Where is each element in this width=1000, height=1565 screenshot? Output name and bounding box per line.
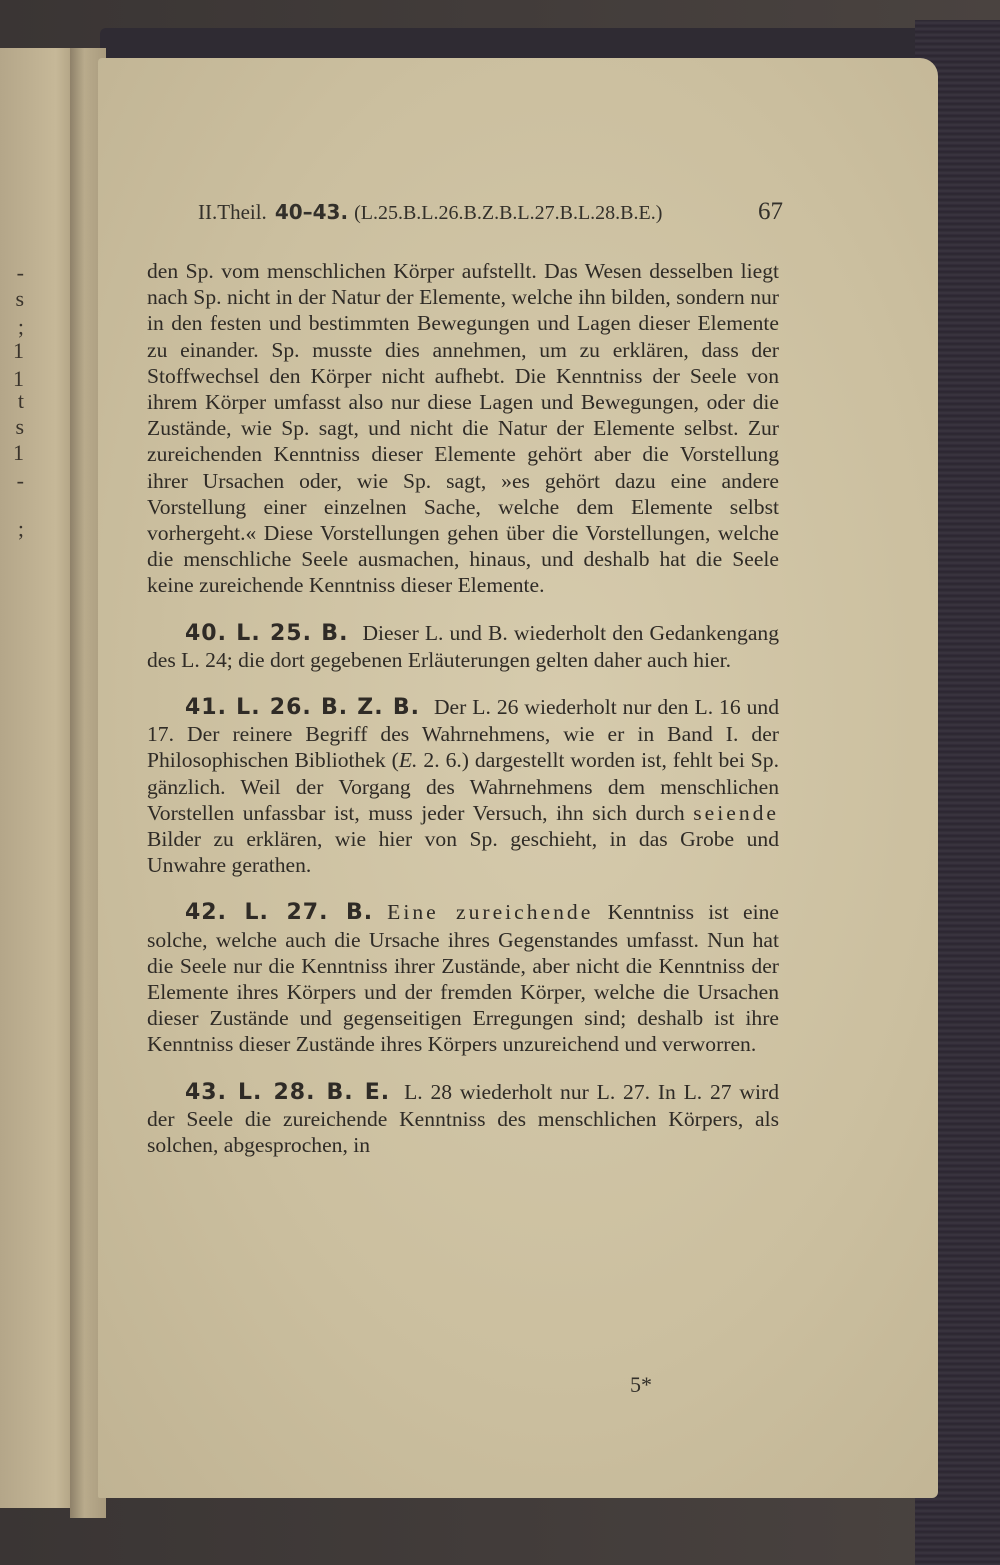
section-heading: 41. L. 26. B. Z. B. bbox=[185, 695, 420, 721]
section-heading: 42. L. 27. B. bbox=[185, 900, 374, 926]
section-text-spaced: Eine zureichende bbox=[387, 900, 594, 925]
section-42 bbox=[147, 899, 779, 1057]
section-text: 2. 6.) dargestellt worden ist, fehlt bei Sp. gänzlich. Weil der Vorgang des Wahrnehmens dem menschlichen Vorstellen unfassbar ist, muss jeder Versuch, ihn sich durch bbox=[147, 748, 779, 825]
header-part: II.Theil. bbox=[198, 200, 267, 224]
section-text: Kenntniss ist eine solche, welche auch die Ursache ihres Gegenstandes umfasst. Nun hat die Seele nur die Kenntniss ihrer Zustände, aber nicht die Kenntniss der Elemente ihres Körpers und der fremden Körper, welche die Ursachen dieser Zustände und gegenseitigen Erregungen sind; deshalb ist ihre Kenntniss dieser Zustände ihres Körpers unzureichend und verworren. bbox=[147, 900, 779, 1057]
section-heading: 40. L. 25. B. bbox=[185, 620, 349, 646]
facing-page-fragment: 1 bbox=[13, 366, 24, 391]
facing-page-fragment: - bbox=[16, 260, 24, 285]
facing-page-fragment: ; bbox=[17, 516, 24, 541]
section-text-italic: E. bbox=[398, 748, 418, 773]
facing-page-fragment: s bbox=[15, 286, 24, 311]
header-section-range: 40–43. bbox=[274, 200, 349, 224]
facing-page-fragment: 1 bbox=[13, 440, 24, 465]
facing-page-fragment: ; bbox=[17, 314, 24, 339]
facing-page-fragment: 1 bbox=[13, 338, 24, 363]
header-codes: (L.25.B.L.26.B.Z.B.L.27.B.L.28.B.E.) bbox=[354, 202, 663, 224]
section-text: Dieser L. und B. wiederholt den Gedankengang des L. 24; die dort gegebenen Erläuterungen gelten daher auch hier. bbox=[147, 620, 779, 672]
facing-page-fragment: t bbox=[17, 388, 24, 413]
section-41 bbox=[147, 694, 779, 878]
section-43 bbox=[147, 1079, 779, 1159]
facing-page-fragment: - bbox=[16, 468, 24, 493]
section-text: Der L. 26 wiederholt nur den L. 16 und 17. Der reinere Begriff des Wahrnehmens, wie er in Band I. der Philosophischen Bibliothek ( bbox=[147, 695, 779, 773]
section-text-spaced: seiende bbox=[693, 800, 779, 825]
page-number: 67 bbox=[758, 198, 783, 225]
section-text: L. 28 wiederholt nur L. 27. In L. 27 wird der Seele die zureichende Kenntniss des menschlichen Körpers, als solchen, abgesprochen, in bbox=[147, 1079, 779, 1158]
facing-page-fragment: s bbox=[15, 414, 24, 439]
section-40 bbox=[147, 620, 779, 673]
facing-page-edge bbox=[0, 48, 80, 1508]
section-text: Bilder zu erklären, wie hier von Sp. geschieht, in das Grobe und Unwahre gerathen. bbox=[147, 827, 779, 878]
signature-mark: 5* bbox=[630, 1372, 652, 1397]
intro-paragraph: den Sp. vom menschlichen Körper aufstellt. Das Wesen desselben liegt nach Sp. nicht in der Natur der Elemente, welche ihn bilden, sondern nur in den festen und bestimmten Bewegungen und Lagen dieser Elemente zu einander. Sp. musste dies annehmen, um zu erklären, dass der Stoffwechsel den Körper nicht aufhebt. Die Kenntniss der Seele von ihrem Körper umfasst also nur diese Lagen und Bewegungen, oder die Zustände, wie Sp. sagt, und nicht die Natur der Elemente selbst. Zur zureichenden Kenntniss dieser Elemente gehört aber die Vorstellung ihrer Ursachen oder, wie Sp. sagt, »es gehört dazu eine andere Vorstellung einer einzelnen Sache, welche dem Elemente selbst vorhergeht.« Diese Vorstellungen gehen über die Vorstellungen, welche die menschliche Seele ausmachen, hinaus, und deshalb hat die Seele keine zureichende Kenntniss dieser Elemente. bbox=[147, 259, 779, 598]
running-header bbox=[198, 198, 783, 238]
page-body bbox=[147, 258, 779, 1158]
section-heading: 43. L. 28. B. E. bbox=[185, 1079, 391, 1105]
